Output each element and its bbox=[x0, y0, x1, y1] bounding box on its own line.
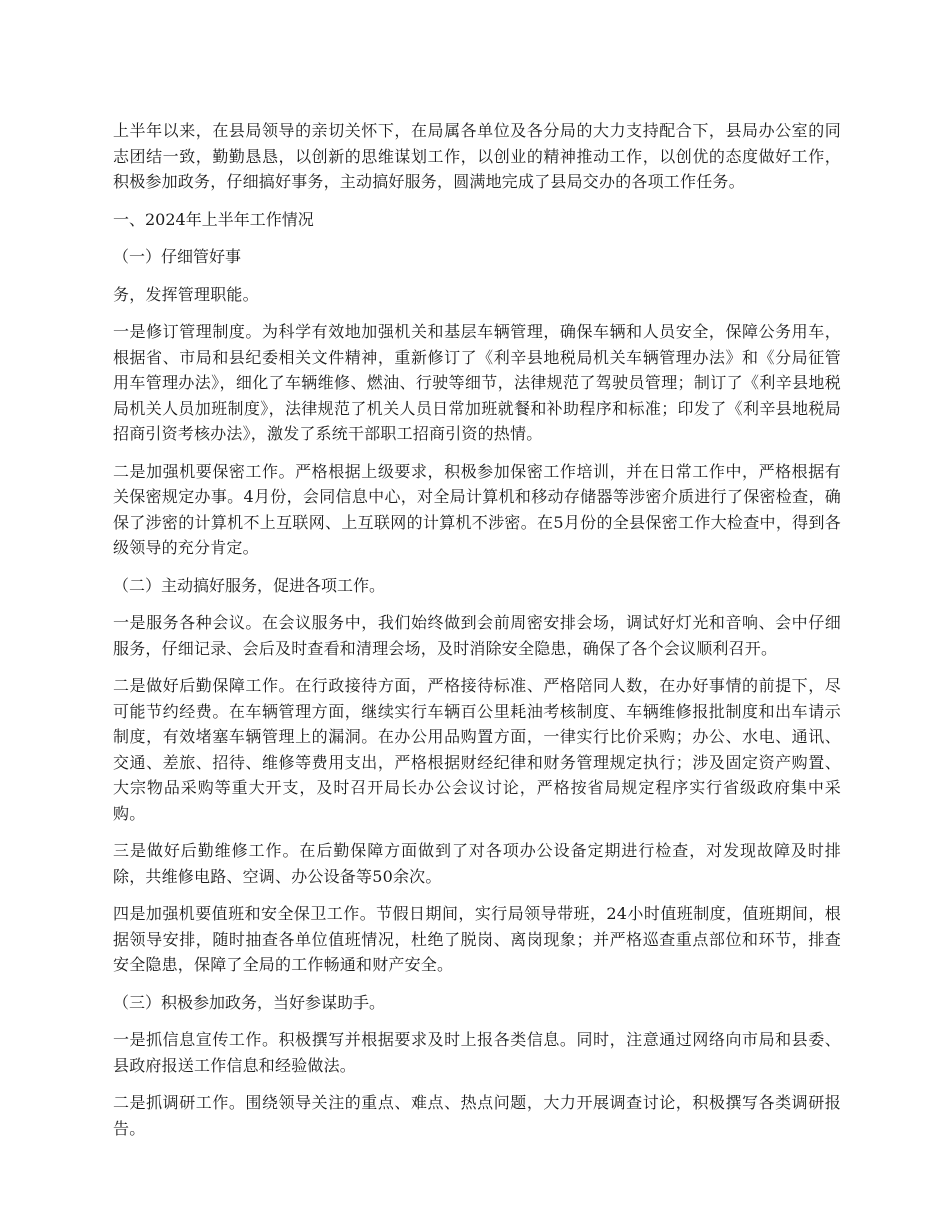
paragraph-confidentiality: 二是加强机要保密工作。严格根据上级要求，积极参加保密工作培训，并在日常工作中，严格根据有关保密规定办事。4月份，会同信息中心，对全局计算机和移动存储器等涉密介质进行了保密检查，确保了涉密的计算机不上互联网、上互联网的计算机不涉密。在5月份的全县保密工作大检查中，得到各级领导的充分肯定。 bbox=[113, 461, 841, 557]
section-heading-first-half-work: 一、2024年上半年工作情况 bbox=[113, 209, 314, 229]
intro-paragraph: 上半年以来，在县局领导的亲切关怀下，在局属各单位及各分局的大力支持配合下，县局办公室的同志团结一致，勤勤恳恳，以创新的思维谋划工作，以创业的精神推动工作，以创优的态度做好工作，积极参加政务，仔细搞好事务，主动搞好服务，圆满地完成了县局交办的各项工作任务。 bbox=[113, 121, 841, 191]
paragraph-duty-security: 四是加强机要值班和安全保卫工作。节假日期间，实行局领导带班，24小时值班制度，值班期间，根据领导安排，随时抽查各单位值班情况，杜绝了脱岗、离岗现象；并严格巡查重点部位和环节，排查安全隐患，保障了全局的工作畅通和财产安全。 bbox=[113, 904, 841, 974]
paragraph-information: 一是抓信息宣传工作。积极撰写并根据要求及时上报各类信息。同时，注意通过网络向市局和县委、县政府报送工作信息和经验做法。 bbox=[113, 1030, 841, 1075]
subsection-heading-1: （一）仔细管好事 bbox=[113, 247, 242, 266]
paragraph-maintenance: 三是做好后勤维修工作。在后勤保障方面做到了对各项办公设备定期进行检查，对发现故障及时排除，共维修电路、空调、办公设备等50余次。 bbox=[113, 841, 841, 886]
subsection-heading-3: （三）积极参加政务，当好参谋助手。 bbox=[113, 992, 386, 1012]
paragraph-research: 二是抓调研工作。围绕领导关注的重点、难点、热点问题，大力开展调查讨论，积极撰写各类调研报告。 bbox=[113, 1093, 841, 1138]
document-body bbox=[113, 118, 841, 1153]
paragraph-continuation: 务，发挥管理职能。 bbox=[113, 284, 259, 304]
paragraph-logistics: 二是做好后勤保障工作。在行政接待方面，严格接待标准、严格陪同人数，在办好事情的前提下，尽可能节约经费。在车辆管理方面，继续实行车辆百公里耗油考核制度、车辆维修报批制度和出车请示制度，有效堵塞车辆管理上的漏洞。在办公用品购置方面，一律实行比价采购；办公、水电、通讯、交通、差旅、招待、维修等费用支出，严格根据财经纪律和财务管理规定执行；涉及固定资产购置、大宗物品采购等重大开支，及时召开局长办公会议讨论，严格按省局规定程序实行省级政府集中采购。 bbox=[113, 676, 841, 823]
subsection-heading-2: （二）主动搞好服务，促进各项工作。 bbox=[113, 575, 386, 595]
paragraph-revise-rules: 一是修订管理制度。为科学有效地加强机关和基层车辆管理，确保车辆和人员安全，保障公务用车，根据省、市局和县纪委相关文件精神，重新修订了《利辛县地税局机关车辆管理办法》和《分局征管用车管理办法》，细化了车辆维修、燃油、行驶等细节，法律规范了驾驶员管理；制订了《利辛县地税局机关人员加班制度》，法律规范了机关人员日常加班就餐和补助程序和标准；印发了《利辛县地税局招商引资考核办法》，激发了系统干部职工招商引资的热情。 bbox=[113, 322, 841, 443]
paragraph-meeting-service: 一是服务各种会议。在会议服务中，我们始终做到会前周密安排会场，调试好灯光和音响、会中仔细服务，仔细记录、会后及时查看和清理会场，及时消除安全隐患，确保了各个会议顺利召开。 bbox=[113, 613, 841, 658]
